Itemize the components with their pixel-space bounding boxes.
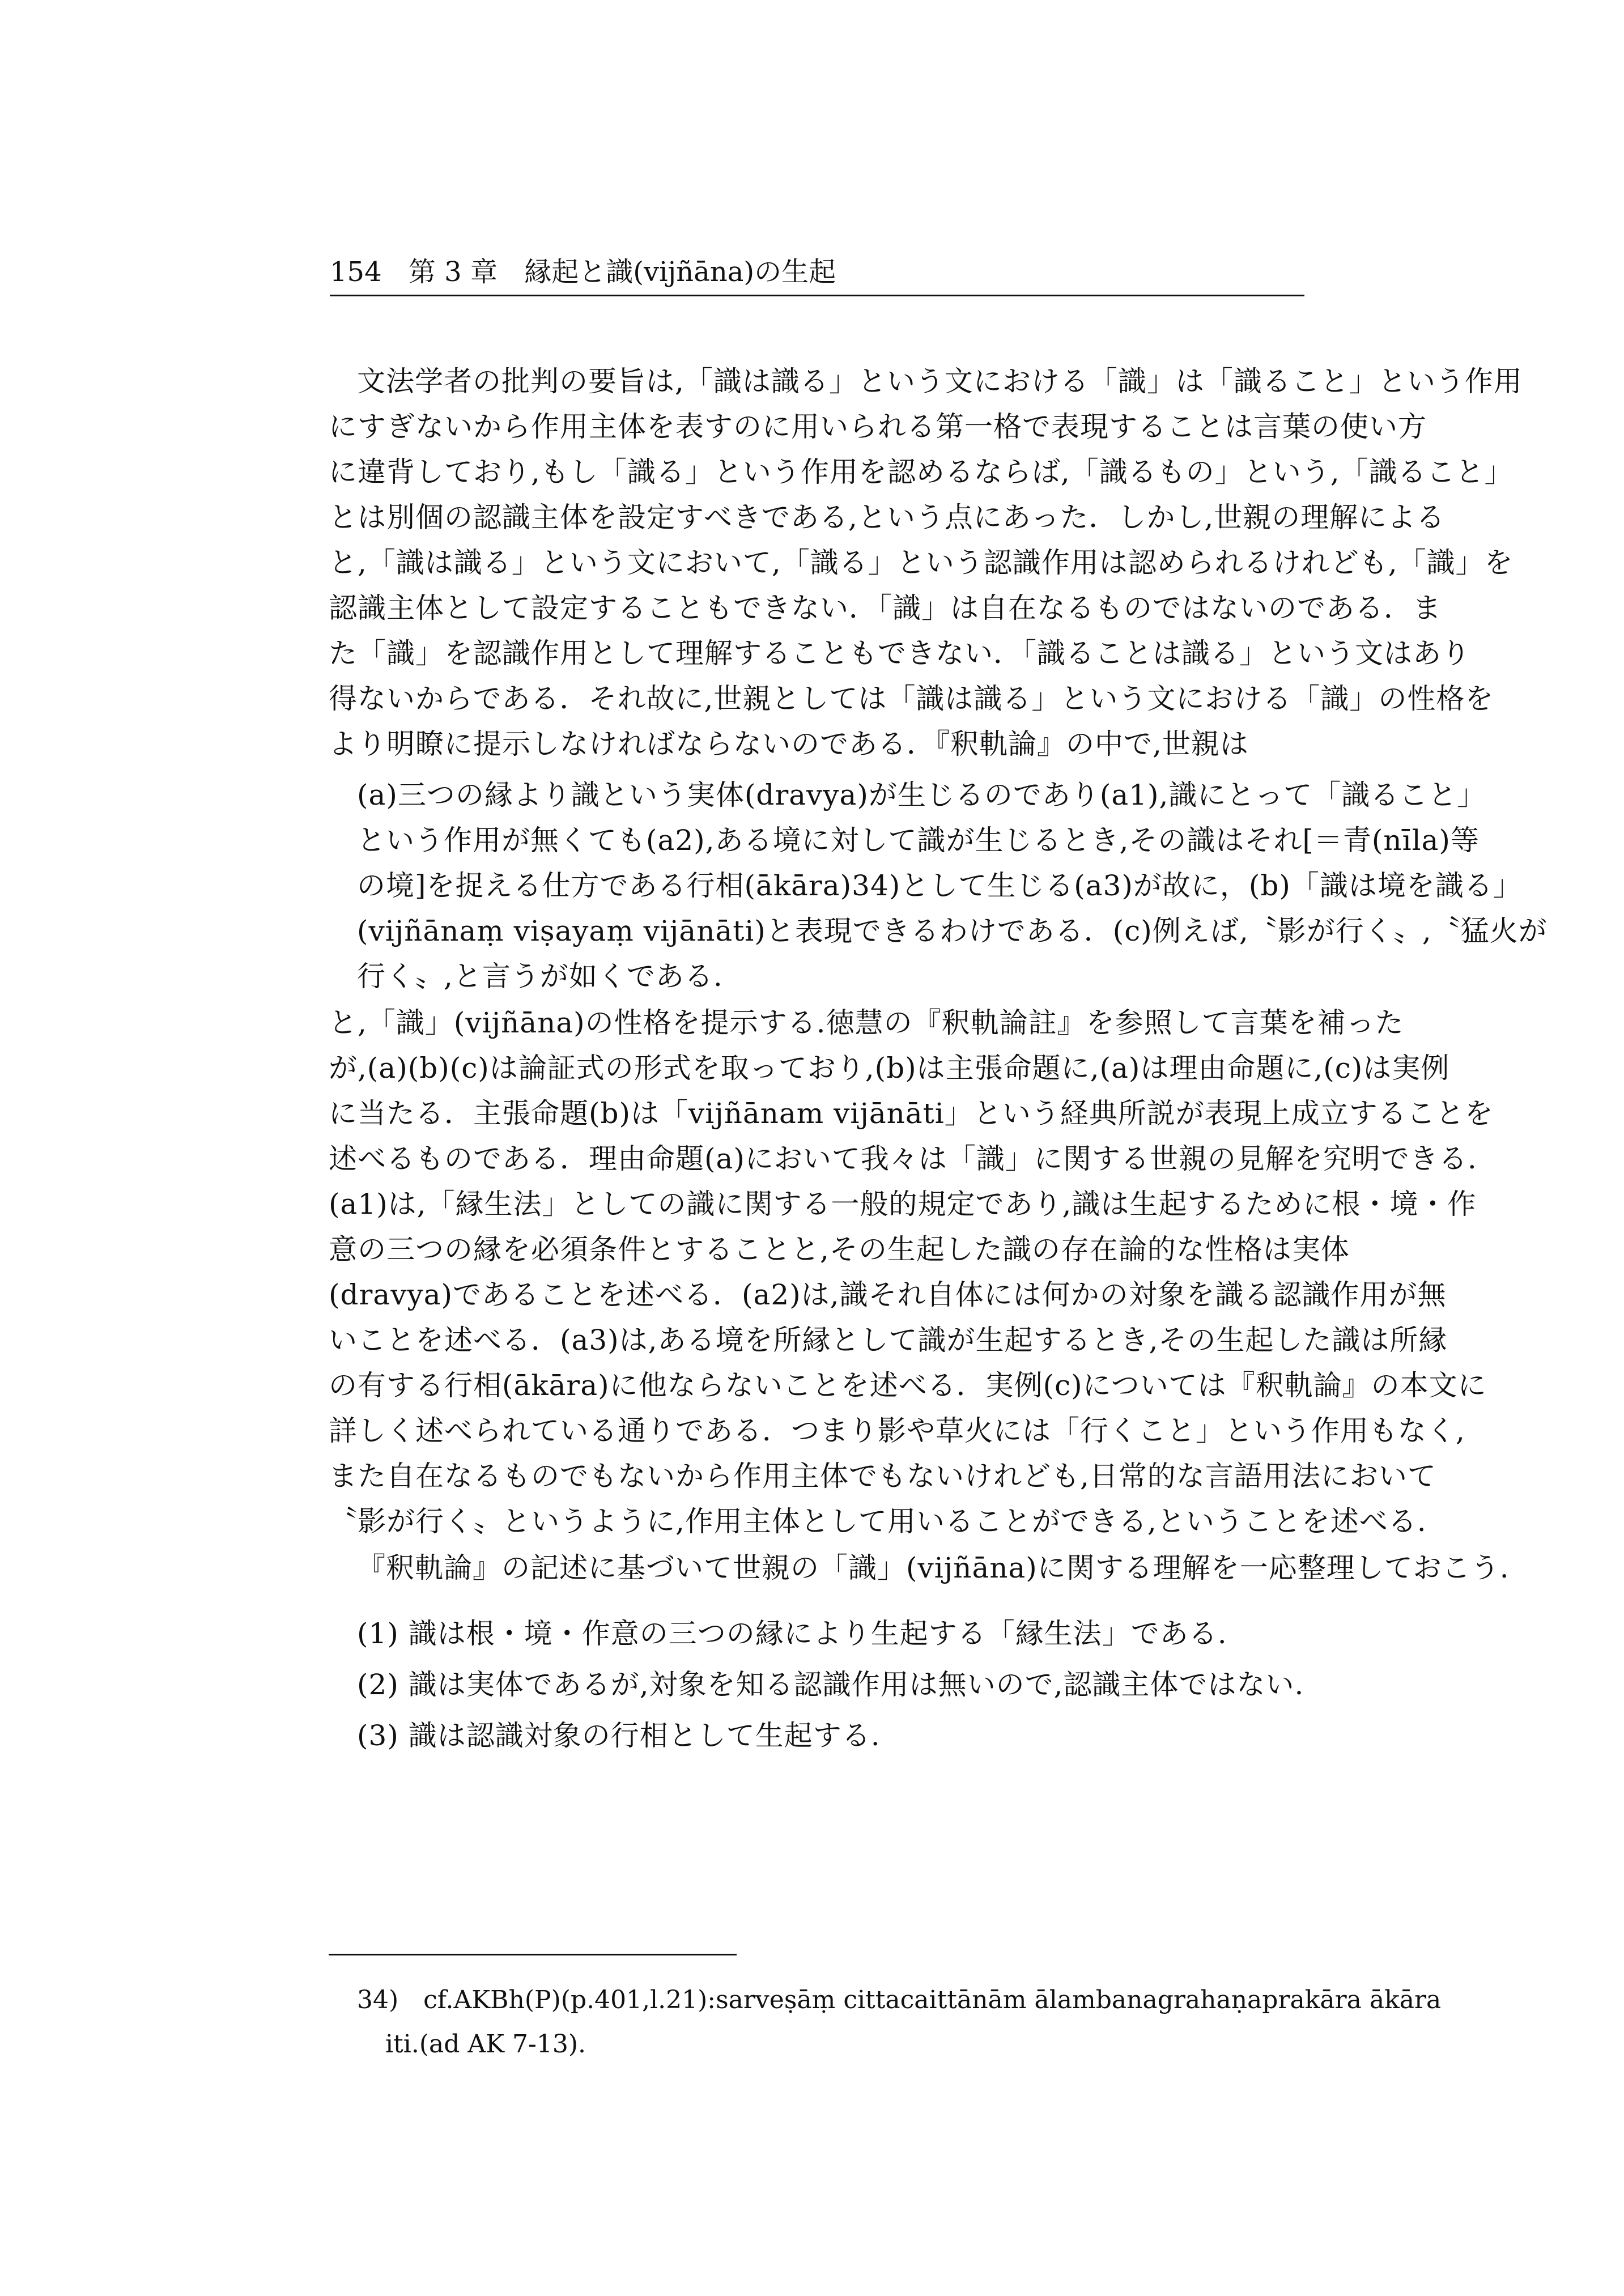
paragraph-1-line: より明瞭に提示しなければならないのである．『釈軌論』の中で,世親は [329, 728, 1249, 760]
page-number: 154 [330, 256, 382, 288]
footnote-line: iti.(ad AK 7-13). [385, 2030, 586, 2059]
paragraph-1-line: 文法学者の批判の要旨は,「識は識る」という文における「識」は「識ること」という作用 [357, 365, 1523, 398]
quote-line: という作用が無くても(a2),ある境に対して識が生じるとき,その識はそれ[＝青(nīla)等 [357, 824, 1480, 857]
paragraph-2-line: また自在なるものでもないから作用主体でもないけれども,日常的な言語用法において [329, 1460, 1436, 1493]
quote-line: (vijñānaṃ viṣayaṃ vijānāti)と表現できるわけである．(c)例えば,〝影が行く〟,〝猛火が [357, 915, 1548, 947]
paragraph-2-line: 詳しく述べられている通りである．つまり影や草火には「行くこと」という作用もなく, [329, 1414, 1465, 1447]
paragraph-2-line: 意の三つの縁を必須条件とすることと,その生起した識の存在論的な性格は実体 [329, 1233, 1350, 1266]
paragraph-1-line: 得ないからである．それ故に,世親としては「識は識る」という文における「識」の性格を [329, 682, 1494, 715]
chapter-label: 第 3 章 [408, 256, 498, 288]
header-rule [330, 295, 1304, 296]
paragraph-2-line: いことを述べる．(a3)は,ある境を所縁として識が生起するとき,その生起した識は所縁 [329, 1324, 1448, 1357]
footnote-rule [329, 1954, 737, 1955]
footnote-line: 34) cf.AKBh(P)(p.401,l.21):sarveṣāṃ cittacaittānām ālambanagrahaṇaprakāra ākāra [357, 1985, 1442, 2014]
quote-line: の境]を捉える仕方である行相(ākāra)34)として生じる(a3)が故に，(b)「識は境を識る」 [357, 869, 1522, 902]
paragraph-3: 『釈軌論』の記述に基づいて世親の「識」(vijñāna)に関する理解を一応整理しておこう. [357, 1551, 1510, 1584]
paragraph-1-line: にすぎないから作用主体を表すのに用いられる第一格で表現することは言葉の使い方 [329, 410, 1427, 443]
paragraph-2-line: (dravya)であることを述べる．(a2)は,識それ自体には何かの対象を識る認識作用が無 [329, 1278, 1447, 1311]
paragraph-2-line: の有する行相(ākāra)に他ならないことを述べる．実例(c)については『釈軌論』の本文に [329, 1369, 1487, 1402]
paragraph-1-line: とは別個の認識主体を設定すべきである,という点にあった．しかし,世親の理解による [329, 501, 1446, 534]
running-header [330, 255, 1304, 289]
list-item: (2) 識は実体であるが,対象を知る認識作用は無いので,認識主体ではない. [357, 1668, 1304, 1701]
paragraph-2-line: と,「識」(vijñāna)の性格を提示する.徳慧の『釈軌論註』を参照して言葉を補った [329, 1006, 1404, 1039]
paragraph-2-line: 〝影が行く〟というように,作用主体として用いることができる,ということを述べる. [329, 1505, 1427, 1538]
paragraph-2-line: (a1)は,「縁生法」としての識に関する一般的規定であり,識は生起するために根・境・作 [329, 1188, 1477, 1221]
list-item: (1) 識は根・境・作意の三つの縁により生起する「縁生法」である. [357, 1617, 1227, 1650]
list-item: (3) 識は認識対象の行相として生起する. [357, 1719, 881, 1752]
quote-line: (a)三つの縁より識という実体(dravya)が生じるのであり(a1),識にとって「識ること」 [357, 779, 1486, 811]
paragraph-2-line: が,(a)(b)(c)は論証式の形式を取っており,(b)は主張命題に,(a)は理由命題に,(c)は実例 [329, 1052, 1450, 1085]
paragraph-1-line: た「識」を認識作用として理解することもできない．「識ることは識る」という文はあり [329, 637, 1470, 670]
paragraph-2-line: に当たる．主張命題(b)は「vijñānam vijānāti」という経典所説が表現上成立することを [329, 1097, 1494, 1130]
paragraph-1-line: 認識主体として設定することもできない．「識」は自在なるものではないのである．ま [329, 592, 1442, 624]
paragraph-1-line: に違背しており,もし「識る」という作用を認めるならば,「識るもの」という,「識ること」 [329, 456, 1514, 488]
paragraph-1-line: と,「識は識る」という文において,「識る」という認識作用は認められるけれども,「識」を [329, 546, 1514, 579]
chapter-title: 縁起と識(vijñāna)の生起 [524, 256, 836, 288]
quote-line: 行く〟,と言うが如くである. [357, 960, 723, 993]
paragraph-2-line: 述べるものである．理由命題(a)において我々は「識」に関する世親の見解を究明できる. [329, 1142, 1477, 1175]
